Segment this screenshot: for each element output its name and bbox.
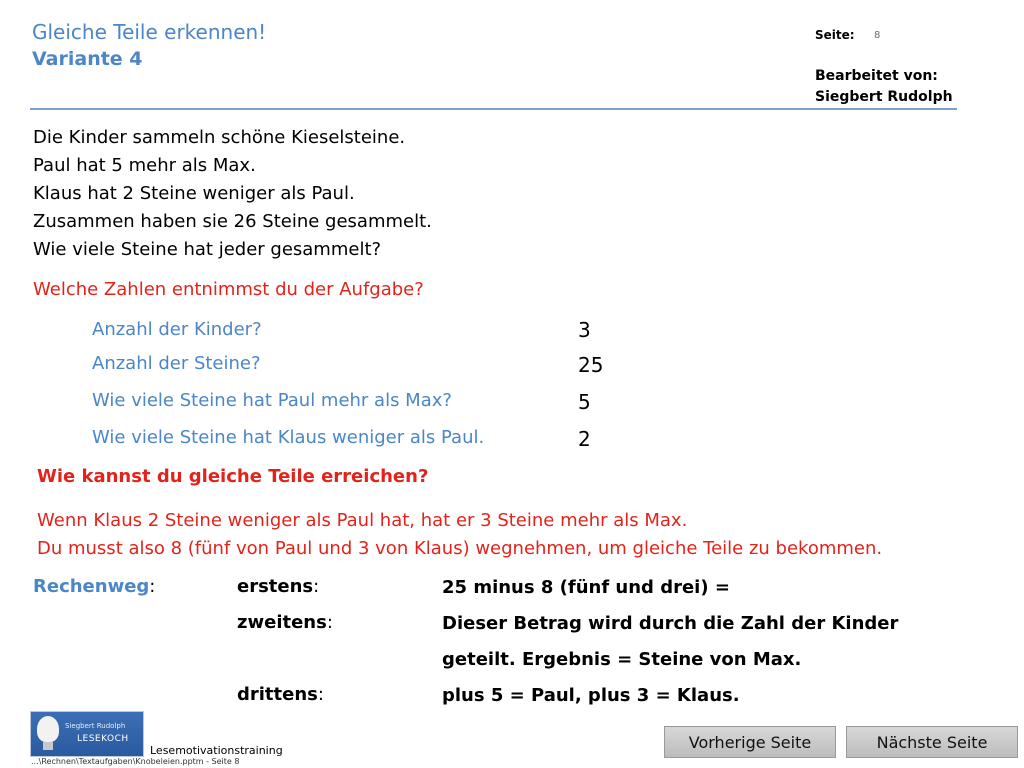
page-subtitle: Variante 4 [32,48,143,70]
logo-author-text: Siegbert Rudolph [65,722,126,730]
explanation-line: Wenn Klaus 2 Steine weniger als Paul hat, hat er 3 Steine mehr als Max. [37,510,688,531]
story-line: Wie viele Steine hat jeder gesammelt? [33,239,382,260]
page-label: Seite: [815,28,855,42]
step-text [442,678,740,714]
story-line: Die Kinder sammeln schöne Kieselsteine. [33,127,406,148]
step-text [442,606,898,678]
story-text [33,124,432,264]
story-line: Paul hat 5 mehr als Max. [33,155,256,176]
question-equal-parts: Wie kannst du gleiche Teile erreichen? [37,466,429,487]
edited-by-label: Bearbeitet von: [815,68,938,84]
step-label [237,576,319,597]
page-title: Gleiche Teile erkennen! [32,20,267,44]
logo-brand-text: LESEKOCH [77,734,129,744]
explanation [37,507,882,563]
step-line: geteilt. Ergebnis = Steine von Max. [442,649,802,670]
step-colon: : [313,576,320,597]
step-label [237,684,324,705]
story-line: Klaus hat 2 Steine weniger als Paul. [33,183,355,204]
step-label-text: zweitens [237,612,327,633]
step-text [442,570,730,606]
file-path: ...\Rechnen\Textaufgaben\Knobeleien.pptm - Seite 8 [31,757,240,766]
number-question: Anzahl der Kinder? [92,319,262,340]
step-colon: : [317,684,324,705]
number-answer: 3 [578,318,591,342]
question-numbers: Welche Zahlen entnimmst du der Aufgabe? [33,279,424,300]
lesekoch-logo [30,711,144,757]
step-label [237,612,333,633]
author-name: Siegbert Rudolph [815,89,953,105]
number-question: Wie viele Steine hat Paul mehr als Max? [92,390,452,411]
lightbulb-base-icon [43,742,53,750]
step-label-text: drittens [237,684,318,705]
step-line: plus 5 = Paul, plus 3 = Klaus. [442,685,740,706]
step-line: Dieser Betrag wird durch die Zahl der Kinder [442,613,899,634]
step-line: 25 minus 8 (fünf und drei) = [442,577,730,598]
program-name: Lesemotivationstraining [150,744,283,757]
next-page-button[interactable]: Nächste Seite [846,726,1018,758]
previous-page-button[interactable]: Vorherige Seite [664,726,836,758]
step-colon: : [326,612,333,633]
page-number: 8 [874,30,881,41]
rechenweg-colon: : [149,576,156,597]
lightbulb-icon [37,716,59,742]
number-question: Wie viele Steine hat Klaus weniger als Paul. [92,427,485,448]
rechenweg-label [33,576,155,597]
rechenweg-label-text: Rechenweg [33,576,150,597]
step-label-text: erstens [237,576,314,597]
explanation-line: Du musst also 8 (fünf von Paul und 3 von Klaus) wegnehmen, um gleiche Teile zu bekommen. [37,538,883,559]
header-divider [30,108,957,110]
number-answer: 2 [578,427,591,451]
number-answer: 25 [578,353,604,377]
number-question: Anzahl der Steine? [92,353,261,374]
number-answer: 5 [578,390,591,414]
author-block [815,66,953,108]
story-line: Zusammen haben sie 26 Steine gesammelt. [33,211,432,232]
